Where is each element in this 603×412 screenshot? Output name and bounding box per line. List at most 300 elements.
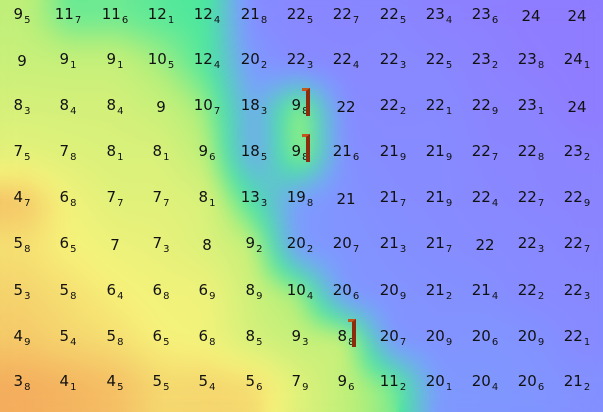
grid-cell[interactable] <box>416 269 462 315</box>
grid-cell[interactable] <box>370 130 416 176</box>
grid-cell[interactable] <box>184 360 230 406</box>
grid-cell[interactable] <box>323 84 369 130</box>
cell-subscript: 7 <box>213 105 221 117</box>
grid-cell[interactable] <box>370 360 416 406</box>
cell-subscript: 3 <box>260 197 268 209</box>
grid-cell[interactable] <box>323 222 369 268</box>
cell-subscript: 8 <box>306 197 314 209</box>
grid-cell[interactable] <box>184 176 230 222</box>
cell-subscript: 4 <box>209 381 216 393</box>
cell-subscript: 4 <box>491 381 499 393</box>
grid-cell[interactable] <box>323 360 369 406</box>
cell-value: $4_7$ <box>13 187 31 209</box>
cell-subscript: 7 <box>352 14 360 26</box>
grid-cell[interactable] <box>138 38 184 84</box>
grid-cell[interactable] <box>462 0 508 39</box>
cell-subscript: 6 <box>209 151 216 163</box>
grid-cell[interactable] <box>554 315 600 361</box>
cell-subscript: 5 <box>24 151 31 163</box>
grid-cell[interactable] <box>277 269 323 315</box>
cell-value: $20_6$ <box>471 326 499 348</box>
grid-cell[interactable] <box>45 38 91 84</box>
cell-subscript: 7 <box>24 197 31 209</box>
cell-subscript: 2 <box>399 105 407 117</box>
grid-cell[interactable] <box>0 222 45 268</box>
grid-cell[interactable] <box>138 360 184 406</box>
cell-subscript: 9 <box>491 105 499 117</box>
cell-value: $21_4$ <box>471 280 499 302</box>
cell-subscript: 5 <box>445 59 453 71</box>
cell-value: $6_8$ <box>198 326 216 348</box>
grid-cell[interactable] <box>231 222 277 268</box>
grid-cell[interactable] <box>92 130 138 176</box>
grid-cell[interactable] <box>323 38 369 84</box>
cell-value: $22_8$ <box>517 141 545 163</box>
cell-value: $20_7$ <box>332 233 360 255</box>
cell-subscript: 1 <box>117 59 124 71</box>
grid-cell[interactable] <box>45 315 91 361</box>
cell-value: $5_4$ <box>198 371 216 393</box>
cell-subscript: 1 <box>583 59 591 71</box>
cell-value: $8_4$ <box>59 95 77 117</box>
cell-value: $6_8$ <box>59 187 77 209</box>
cell-subscript: 3 <box>399 59 407 71</box>
grid-cell[interactable] <box>323 0 369 39</box>
cell-subscript: 9 <box>24 336 31 348</box>
grid-cell[interactable] <box>462 315 508 361</box>
cell-value: $21_9$ <box>425 187 453 209</box>
grid-cell[interactable] <box>231 84 277 130</box>
cell-value: $20_1$ <box>425 371 453 393</box>
cell-value: $5_8$ <box>13 233 31 255</box>
grid-cell[interactable] <box>138 222 184 268</box>
grid-cell[interactable] <box>554 84 600 130</box>
cell-value: $8_1$ <box>106 141 124 163</box>
cell-subscript: 8 <box>70 151 77 163</box>
grid-cell[interactable] <box>92 269 138 315</box>
grid-cell[interactable] <box>184 84 230 130</box>
cell-value: 9 <box>17 51 27 70</box>
grid-cell[interactable] <box>416 176 462 222</box>
grid-cell[interactable] <box>184 0 230 39</box>
cell-subscript: 8 <box>70 290 77 302</box>
grid-cell[interactable] <box>231 38 277 84</box>
cell-subscript: 4 <box>491 197 499 209</box>
cell-subscript: 9 <box>399 151 407 163</box>
cell-subscript: 1 <box>117 151 124 163</box>
grid-cell[interactable] <box>277 0 323 39</box>
grid-cell[interactable] <box>370 222 416 268</box>
cell-subscript: 3 <box>24 105 31 117</box>
cell-value: $20_6$ <box>332 280 360 302</box>
cell-value: $9_1$ <box>106 49 124 71</box>
grid-cell[interactable] <box>508 176 554 222</box>
cell-subscript: 8 <box>537 59 545 71</box>
cell-subscript: 7 <box>399 336 407 348</box>
cell-value: $22_3$ <box>286 49 314 71</box>
cell-value: $18_5$ <box>240 141 268 163</box>
grid-cell[interactable] <box>416 130 462 176</box>
cell-subscript: 6 <box>491 14 499 26</box>
grid-cell[interactable] <box>323 176 369 222</box>
grid-cell[interactable] <box>370 84 416 130</box>
grid-cell[interactable] <box>416 360 462 406</box>
cell-value: $6_8$ <box>152 280 170 302</box>
cell-value: $22_3$ <box>563 280 591 302</box>
grid-cell[interactable] <box>416 38 462 84</box>
cell-subscript: 2 <box>583 151 591 163</box>
cell-subscript: 5 <box>24 14 31 26</box>
grid-cell[interactable] <box>231 360 277 406</box>
cell-subscript: 8 <box>348 336 355 348</box>
cell-subscript: 5 <box>117 381 124 393</box>
cell-subscript: 8 <box>537 151 545 163</box>
grid-cell[interactable] <box>462 222 508 268</box>
grid-cell[interactable] <box>323 130 369 176</box>
grid-cell[interactable] <box>508 222 554 268</box>
cell-subscript: 5 <box>163 381 170 393</box>
grid-cell[interactable] <box>45 360 91 406</box>
grid-cell[interactable] <box>416 0 462 39</box>
grid-cell[interactable] <box>231 176 277 222</box>
cell-subscript: 6 <box>352 290 360 302</box>
cell-subscript: 4 <box>117 105 124 117</box>
grid-cell[interactable] <box>45 84 91 130</box>
cell-value: $20_7$ <box>379 326 407 348</box>
cell-subscript: 5 <box>399 14 407 26</box>
cell-value: $9_1$ <box>59 49 77 71</box>
cell-value: $5_4$ <box>59 326 77 348</box>
cell-subscript: 1 <box>70 381 77 393</box>
cell-subscript: 7 <box>163 197 170 209</box>
grid-cell[interactable] <box>231 269 277 315</box>
grid-cell[interactable] <box>231 315 277 361</box>
grid-cell[interactable] <box>0 38 45 84</box>
cell-value: $21_3$ <box>379 233 407 255</box>
grid-cell[interactable] <box>0 130 45 176</box>
cell-subscript: 3 <box>302 336 309 348</box>
grid-cell[interactable] <box>508 0 554 39</box>
grid-cell[interactable] <box>508 360 554 406</box>
grid-cell[interactable] <box>508 84 554 130</box>
grid-cell[interactable] <box>138 176 184 222</box>
grid-cell[interactable] <box>92 360 138 406</box>
grid-cell[interactable] <box>416 84 462 130</box>
cell-value: 22 <box>336 97 356 116</box>
grid-cell[interactable] <box>554 360 600 406</box>
cell-subscript: 6 <box>348 381 355 393</box>
cell-value: $21_7$ <box>425 233 453 255</box>
grid-cell[interactable] <box>277 84 323 130</box>
grid-cell[interactable] <box>92 38 138 84</box>
grid-cell[interactable] <box>323 269 369 315</box>
cell-value: $7_9$ <box>291 371 309 393</box>
cell-subscript: 2 <box>256 243 263 255</box>
cell-value: $5_8$ <box>59 280 77 302</box>
cell-subscript: 9 <box>583 197 591 209</box>
cell-subscript: 7 <box>583 243 591 255</box>
grid-cell[interactable] <box>508 38 554 84</box>
cell-value: $18_3$ <box>240 95 268 117</box>
grid-cell[interactable] <box>554 176 600 222</box>
cell-value: $6_4$ <box>106 280 124 302</box>
cell-value: $10_4$ <box>286 280 314 302</box>
grid-cell[interactable] <box>0 269 45 315</box>
grid-cell[interactable] <box>231 0 277 39</box>
cell-subscript: 1 <box>445 105 453 117</box>
cell-value: $22_1$ <box>425 95 453 117</box>
grid-cell[interactable] <box>45 176 91 222</box>
grid-cell[interactable] <box>323 315 369 361</box>
cell-value: 21 <box>336 189 356 208</box>
grid-cell[interactable] <box>45 0 91 39</box>
grid-cell[interactable] <box>0 0 45 39</box>
grid-cell[interactable] <box>138 315 184 361</box>
cell-subscript: 1 <box>583 336 591 348</box>
cell-subscript: 6 <box>256 381 263 393</box>
grid-cell[interactable] <box>184 222 230 268</box>
cell-subscript: 4 <box>213 14 221 26</box>
cell-value: $7_5$ <box>13 141 31 163</box>
cell-subscript: 1 <box>70 59 77 71</box>
cell-value: $3_8$ <box>13 371 31 393</box>
grid-cell[interactable] <box>231 130 277 176</box>
cell-value: $6_9$ <box>198 280 216 302</box>
cell-value: $23_1$ <box>517 95 545 117</box>
cell-subscript: 8 <box>302 151 309 163</box>
cell-subscript: 2 <box>583 381 591 393</box>
grid-cell[interactable] <box>370 269 416 315</box>
cell-value: 7 <box>110 235 120 254</box>
grid-cell[interactable] <box>92 84 138 130</box>
cell-subscript: 9 <box>445 336 453 348</box>
cell-subscript: 8 <box>117 336 124 348</box>
cell-value: $23_8$ <box>517 49 545 71</box>
cell-subscript: 3 <box>583 290 591 302</box>
cell-subscript: 1 <box>167 14 175 26</box>
grid-cell[interactable] <box>554 130 600 176</box>
grid-cell[interactable] <box>45 269 91 315</box>
cell-subscript: 8 <box>70 197 77 209</box>
cell-value: $22_1$ <box>563 326 591 348</box>
cell-subscript: 6 <box>537 381 545 393</box>
cell-subscript: 6 <box>491 336 499 348</box>
cell-value: $6_5$ <box>152 326 170 348</box>
cell-value: $20_9$ <box>517 326 545 348</box>
cell-value: $22_4$ <box>332 49 360 71</box>
cell-subscript: 7 <box>445 243 453 255</box>
grid-cell[interactable] <box>370 315 416 361</box>
cell-subscript: 9 <box>445 151 453 163</box>
grid-cell[interactable] <box>45 222 91 268</box>
grid-cell[interactable] <box>277 130 323 176</box>
cell-subscript: 1 <box>163 151 170 163</box>
cell-value: $21_2$ <box>425 280 453 302</box>
cell-subscript: 6 <box>121 14 129 26</box>
cell-value: $22_2$ <box>517 280 545 302</box>
cell-value: $20_9$ <box>425 326 453 348</box>
grid-cell[interactable] <box>0 176 45 222</box>
grid-cell[interactable] <box>45 130 91 176</box>
cell-subscript: 5 <box>163 336 170 348</box>
cell-subscript: 3 <box>260 105 268 117</box>
cell-subscript: 4 <box>117 290 124 302</box>
cell-value: $23_2$ <box>471 49 499 71</box>
cell-value: $8_1$ <box>198 187 216 209</box>
cell-subscript: 8 <box>24 381 31 393</box>
cell-value: 22 <box>475 235 495 254</box>
grid-cell[interactable] <box>508 315 554 361</box>
cell-subscript: 3 <box>399 243 407 255</box>
cell-value: $9_6$ <box>198 141 216 163</box>
grid-cell[interactable] <box>416 222 462 268</box>
cell-value: $11_2$ <box>379 371 407 393</box>
grid-cell[interactable] <box>462 130 508 176</box>
cell-value: $22_5$ <box>379 4 407 26</box>
grid-cell[interactable] <box>138 0 184 39</box>
grid-cell[interactable] <box>277 315 323 361</box>
grid-cell[interactable] <box>462 360 508 406</box>
cell-value: $8_1$ <box>152 141 170 163</box>
cell-subscript: 5 <box>167 59 175 71</box>
grid-cell[interactable] <box>138 84 184 130</box>
cell-value: $22_5$ <box>286 4 314 26</box>
cell-value: $21_2$ <box>563 371 591 393</box>
grid-cell[interactable] <box>370 0 416 39</box>
cell-subscript: 4 <box>491 290 499 302</box>
cell-value: $6_5$ <box>59 233 77 255</box>
cell-value: $8_4$ <box>106 95 124 117</box>
cell-value: $20_2$ <box>286 233 314 255</box>
grid-cell[interactable] <box>92 176 138 222</box>
cell-value: $22_9$ <box>563 187 591 209</box>
grid-cell[interactable] <box>277 176 323 222</box>
grid-cell[interactable] <box>184 315 230 361</box>
grid-cell[interactable] <box>554 0 600 39</box>
cell-value: $22_9$ <box>471 95 499 117</box>
cell-subscript: 6 <box>352 151 360 163</box>
grid-cell[interactable] <box>92 0 138 39</box>
cell-value: $22_4$ <box>471 187 499 209</box>
cell-subscript: 9 <box>302 381 309 393</box>
cell-subscript: 5 <box>260 151 268 163</box>
cell-subscript: 9 <box>209 290 216 302</box>
cell-value: $20_4$ <box>471 371 499 393</box>
grid-cell[interactable] <box>462 176 508 222</box>
cell-value: $8_5$ <box>245 326 263 348</box>
cell-subscript: 7 <box>399 197 407 209</box>
cell-value: $22_7$ <box>471 141 499 163</box>
cell-subscript: 2 <box>260 59 268 71</box>
grid-cell[interactable] <box>462 84 508 130</box>
cell-subscript: 3 <box>306 59 314 71</box>
cell-subscript: 1 <box>445 381 453 393</box>
cell-subscript: 5 <box>306 14 314 26</box>
cell-value: $9_8$ <box>291 141 309 163</box>
cell-subscript: 8 <box>302 105 309 117</box>
cell-value: $9_2$ <box>245 233 263 255</box>
grid-cell[interactable] <box>0 84 45 130</box>
grid-cell[interactable] <box>508 269 554 315</box>
cell-value: $4_9$ <box>13 326 31 348</box>
cell-value: $22_3$ <box>517 233 545 255</box>
cell-subscript: 9 <box>537 336 545 348</box>
cell-value: $8_3$ <box>13 95 31 117</box>
cell-value: $13_3$ <box>240 187 268 209</box>
cell-value: $7_3$ <box>152 233 170 255</box>
cell-subscript: 4 <box>70 336 77 348</box>
cell-subscript: 2 <box>537 290 545 302</box>
cell-value: $12_1$ <box>147 4 175 26</box>
grid-cell[interactable] <box>277 222 323 268</box>
cell-subscript: 2 <box>445 290 453 302</box>
cell-value: $20_2$ <box>240 49 268 71</box>
cell-value: $23_2$ <box>563 141 591 163</box>
grid-cell[interactable] <box>554 38 600 84</box>
cell-value: $22_7$ <box>563 233 591 255</box>
cell-subscript: 8 <box>260 14 268 26</box>
grid-cell[interactable] <box>554 269 600 315</box>
cell-value: $12_4$ <box>193 49 221 71</box>
cell-value: $21_9$ <box>379 141 407 163</box>
cell-value: 24 <box>567 97 587 116</box>
grid-cell[interactable] <box>184 130 230 176</box>
grid-cell[interactable] <box>138 269 184 315</box>
cell-value: $8_8$ <box>337 326 355 348</box>
cell-subscript: 7 <box>74 14 82 26</box>
cell-value: $23_4$ <box>425 4 453 26</box>
grid-cell[interactable] <box>0 315 45 361</box>
cell-value: $21_7$ <box>379 187 407 209</box>
grid-cell[interactable] <box>184 269 230 315</box>
grid-cell[interactable] <box>0 360 45 406</box>
grid-cell[interactable] <box>370 38 416 84</box>
grid-cell[interactable] <box>277 360 323 406</box>
grid-cell[interactable] <box>554 222 600 268</box>
grid-cell[interactable] <box>184 38 230 84</box>
grid-cell[interactable] <box>416 315 462 361</box>
grid-cell[interactable] <box>370 176 416 222</box>
grid-cell[interactable] <box>462 269 508 315</box>
cell-value: $9_3$ <box>291 326 309 348</box>
cell-value: $11_7$ <box>54 4 82 26</box>
cell-value: $12_4$ <box>193 4 221 26</box>
cell-subscript: 1 <box>537 105 545 117</box>
grid-cell[interactable] <box>277 38 323 84</box>
cell-subscript: 7 <box>352 243 360 255</box>
cell-value: $10_7$ <box>193 95 221 117</box>
grid-cell[interactable] <box>508 130 554 176</box>
grid-cell[interactable] <box>138 130 184 176</box>
cell-value: $19_8$ <box>286 187 314 209</box>
cell-value: 24 <box>567 6 587 25</box>
cell-subscript: 8 <box>209 336 216 348</box>
cell-value: $7_7$ <box>106 187 124 209</box>
cell-value: $9_6$ <box>337 371 355 393</box>
grid-cell[interactable] <box>92 315 138 361</box>
cell-value: $4_5$ <box>106 371 124 393</box>
cell-subscript: 5 <box>70 243 77 255</box>
cell-subscript: 4 <box>70 105 77 117</box>
cell-value: $10_5$ <box>147 49 175 71</box>
grid-cell[interactable] <box>462 38 508 84</box>
cell-value: $21_9$ <box>425 141 453 163</box>
cell-subscript: 1 <box>209 197 216 209</box>
cell-subscript: 2 <box>306 243 314 255</box>
cell-value: $5_6$ <box>245 371 263 393</box>
cell-subscript: 4 <box>445 14 453 26</box>
grid-cell[interactable] <box>92 222 138 268</box>
